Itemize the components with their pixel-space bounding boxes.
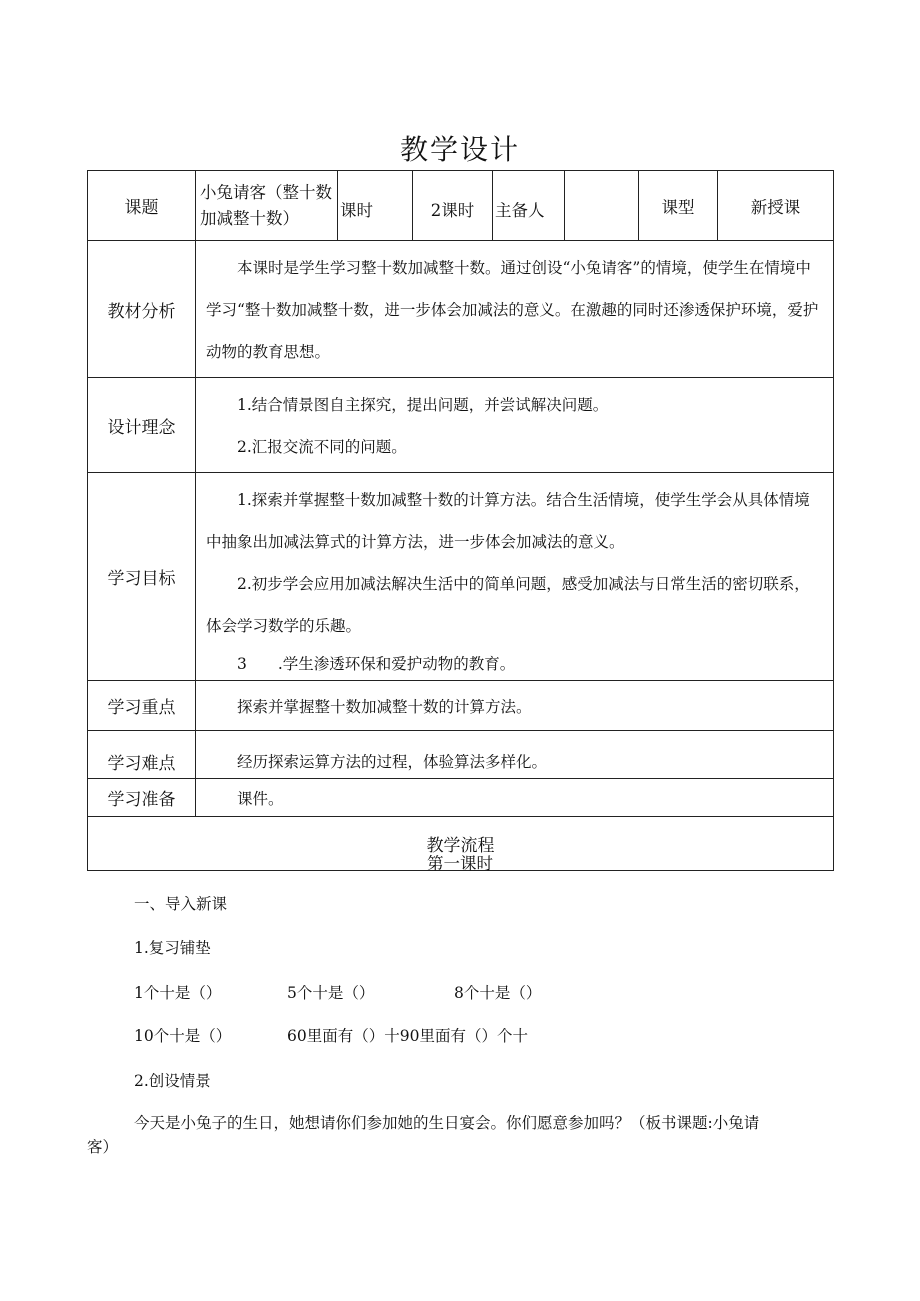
- concept-row: [88, 378, 834, 473]
- goals-row: [88, 473, 834, 681]
- prep-text: 课件。: [196, 779, 834, 817]
- topic-label: 课题: [88, 171, 196, 241]
- review-title: 1.复习铺垫: [134, 939, 211, 957]
- review-item: 5个十是（）: [287, 984, 375, 1002]
- goals-label: 学习目标: [88, 473, 196, 681]
- review-item: 8个十是（）: [454, 984, 542, 1002]
- preparer-label: 主备人: [493, 171, 565, 241]
- section-heading: 一、导入新课: [134, 895, 228, 913]
- concept-label: 设计理念: [88, 378, 196, 473]
- goals-text: [196, 473, 834, 681]
- goal-item: 3 .学生渗透环保和爱护动物的教育。: [237, 654, 516, 673]
- material-text: 本课时是学生学习整十数加减整十数。通过创设“小兔请客”的情境，使学生在情境中学习“整十数加减整十数，进一步体会加减法的意义。在激趣的同时还渗透保护环境，爱护动物的教育思想。: [196, 241, 834, 378]
- review-item: 1个十是（）: [134, 984, 222, 1002]
- concept-item: 1.结合情景图自主探究，提出问题，并尝试解决问题。: [237, 396, 609, 414]
- lesson-period: 第一课时: [427, 854, 493, 873]
- key-row: [88, 681, 834, 731]
- key-text: 探索并掌握整十数加减整十数的计算方法。: [196, 681, 834, 731]
- flow-label: 教学流程: [88, 817, 834, 871]
- difficulty-text: 经历探索运算方法的过程，体验算法多样化。: [196, 731, 834, 779]
- material-row: [88, 241, 834, 378]
- document-title: 教学设计: [399, 133, 520, 166]
- goal-item: 2.初步学会应用加减法解决生活中的简单问题，感受加减法与日常生活的密切联系，体会学习数学的乐趣。: [206, 574, 810, 635]
- review-item: 10个十是（）: [134, 1027, 232, 1045]
- hours-label: 课时: [338, 171, 413, 241]
- key-label: 学习重点: [88, 681, 196, 731]
- prep-row: [88, 779, 834, 817]
- difficulty-row: [88, 731, 834, 779]
- header-row: [88, 171, 834, 241]
- topic-value: 小兔请客（整十数加减整十数）: [196, 171, 338, 241]
- lesson-plan-table: [87, 170, 834, 871]
- concept-item: 2.汇报交流不同的问题。: [237, 438, 407, 456]
- type-label: 课型: [639, 171, 718, 241]
- difficulty-label: 学习难点: [88, 731, 196, 779]
- hours-value: 2课时: [413, 171, 493, 241]
- type-value: 新授课: [718, 171, 834, 241]
- review-item: 60里面有（）十90里面有（）个十: [287, 1027, 528, 1045]
- scene-text-continued: 客）: [87, 1138, 119, 1156]
- goal-item: 1.探索并掌握整十数加减整十数的计算方法。结合生活情境，使学生学会从具体情境中抽象出加减法算式的计算方法，进一步体会加减法的意义。: [206, 490, 810, 551]
- concept-text: [196, 378, 834, 473]
- scene-text: 今天是小兔子的生日，她想请你们参加她的生日宴会。你们愿意参加吗？（板书课题:小兔请: [134, 1114, 760, 1132]
- scene-title: 2.创设情景: [134, 1072, 211, 1090]
- material-label: 教材分析: [88, 241, 196, 378]
- preparer-value: [565, 171, 639, 241]
- prep-label: 学习准备: [88, 779, 196, 817]
